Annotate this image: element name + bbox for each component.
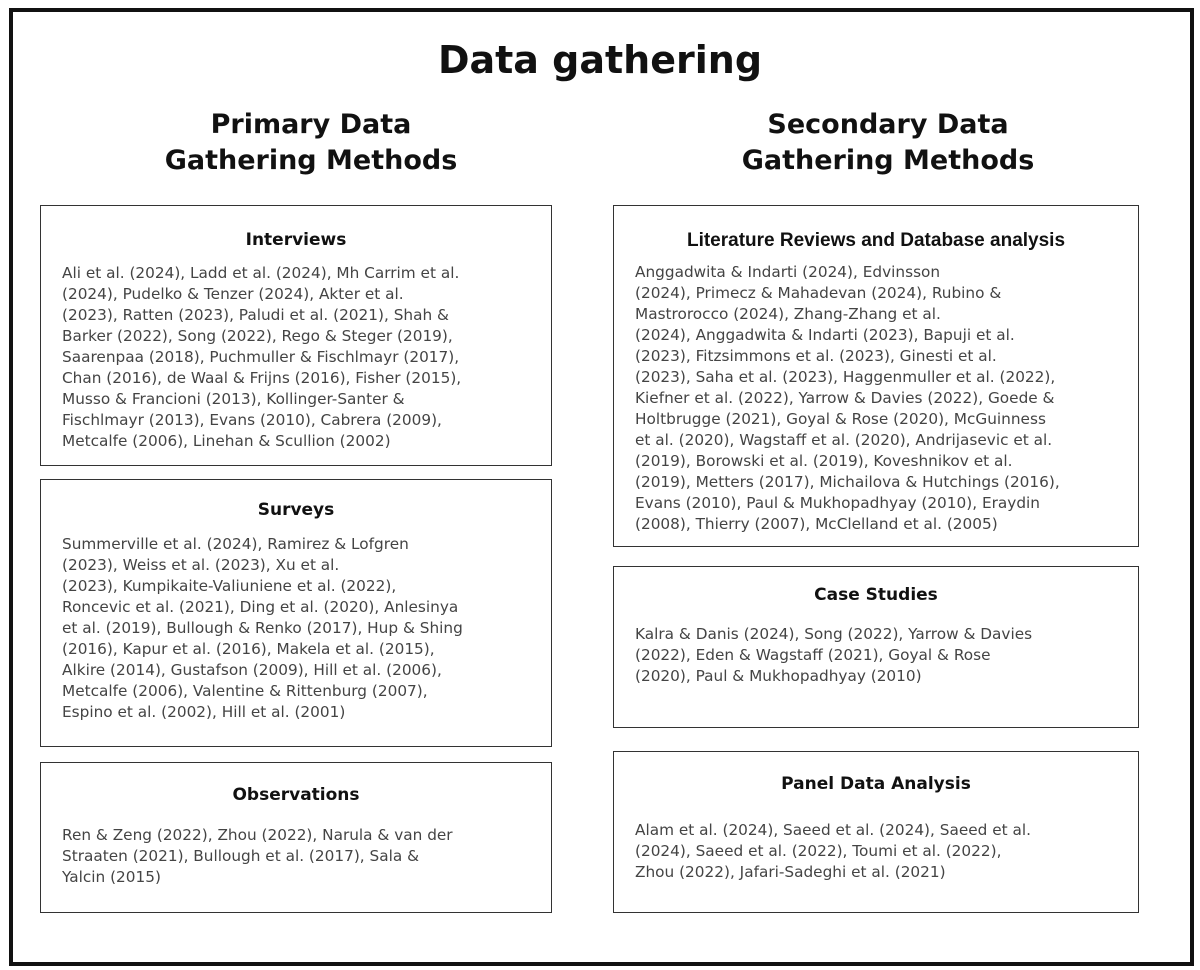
citation-line: Ren & Zeng (2022), Zhou (2022), Narula & van der <box>62 826 453 844</box>
method-box-literature-reviews-and-database-analysis <box>613 205 1139 547</box>
method-box-interviews <box>40 205 552 466</box>
citation-line: Saarenpaa (2018), Puchmuller & Fischlmayr (2017), <box>62 348 460 366</box>
method-box-title: Observations <box>232 785 360 805</box>
citation-line: (2023), Weiss et al. (2023), Xu et al. <box>62 556 340 574</box>
diagram-title: Data gathering <box>437 38 763 82</box>
citation-line: Metcalfe (2006), Valentine & Rittenburg (2007), <box>62 682 428 700</box>
method-box-observations <box>40 762 552 913</box>
citation-line: (2023), Kumpikaite-Valiuniene et al. (2022), <box>62 577 397 595</box>
citation-line: et al. (2020), Wagstaff et al. (2020), Andrijasevic et al. <box>635 431 1053 449</box>
citation-line: Holtbrugge (2021), Goyal & Rose (2020), McGuinness <box>635 410 1046 428</box>
citation-line: Zhou (2022), Jafari-Sadeghi et al. (2021) <box>635 863 946 881</box>
citation-line: Alam et al. (2024), Saeed et al. (2024), Saeed et al. <box>635 821 1031 839</box>
citation-line: (2016), Kapur et al. (2016), Makela et al. (2015), <box>62 640 435 658</box>
citation-line: (2023), Saha et al. (2023), Haggenmuller et al. (2022), <box>635 368 1056 386</box>
citation-line: (2019), Metters (2017), Michailova & Hutchings (2016), <box>635 473 1060 491</box>
heading-line: Secondary Data <box>767 109 1009 140</box>
citation-line: Espino et al. (2002), Hill et al. (2001) <box>62 703 346 721</box>
secondary-methods-heading <box>638 107 1138 179</box>
citation-line: (2008), Thierry (2007), McClelland et al. (2005) <box>635 515 998 533</box>
citation-list <box>62 534 463 723</box>
heading-line: Primary Data <box>210 109 412 140</box>
citation-list <box>635 624 1032 687</box>
method-box-case-studies <box>613 566 1139 728</box>
citation-line: et al. (2019), Bullough & Renko (2017), Hup & Shing <box>62 619 463 637</box>
citation-list <box>635 820 1031 883</box>
citation-line: (2023), Ratten (2023), Paludi et al. (2021), Shah & <box>62 306 449 324</box>
citation-line: (2022), Eden & Wagstaff (2021), Goyal & Rose <box>635 646 991 664</box>
method-box-title: Surveys <box>257 500 335 520</box>
method-box-panel-data-analysis <box>613 751 1139 913</box>
primary-methods-heading <box>61 107 561 179</box>
citation-line: (2020), Paul & Mukhopadhyay (2010) <box>635 667 922 685</box>
citation-line: (2024), Primecz & Mahadevan (2024), Rubino & <box>635 284 1002 302</box>
citation-line: Anggadwita & Indarti (2024), Edvinsson <box>635 263 941 281</box>
citation-line: (2023), Fitzsimmons et al. (2023), Ginesti et al. <box>635 347 997 365</box>
citation-line: Yalcin (2015) <box>62 868 161 886</box>
citation-line: Musso & Francioni (2013), Kollinger-Santer & <box>62 390 405 408</box>
heading-line: Gathering Methods <box>741 145 1035 176</box>
citation-list <box>635 262 1060 535</box>
citation-line: (2024), Pudelko & Tenzer (2024), Akter et al. <box>62 285 404 303</box>
citation-line: (2024), Saeed et al. (2022), Toumi et al. (2022), <box>635 842 1002 860</box>
citation-line: Straaten (2021), Bullough et al. (2017), Sala & <box>62 847 420 865</box>
method-box-title: Literature Reviews and Database analysis <box>686 230 1066 251</box>
citation-list <box>62 825 453 888</box>
citation-line: Roncevic et al. (2021), Ding et al. (2020), Anlesinya <box>62 598 459 616</box>
citation-line: Kiefner et al. (2022), Yarrow & Davies (2022), Goede & <box>635 389 1055 407</box>
heading-line: Gathering Methods <box>164 145 458 176</box>
method-box-title: Interviews <box>245 230 347 250</box>
citation-line: Fischlmayr (2013), Evans (2010), Cabrera (2009), <box>62 411 442 429</box>
citation-line: Alkire (2014), Gustafson (2009), Hill et al. (2006), <box>62 661 442 679</box>
citation-line: Kalra & Danis (2024), Song (2022), Yarrow & Davies <box>635 625 1033 643</box>
method-box-title: Case Studies <box>814 585 938 605</box>
citation-list <box>62 263 461 452</box>
citation-line: Metcalfe (2006), Linehan & Scullion (2002) <box>62 432 391 450</box>
citation-line: Ali et al. (2024), Ladd et al. (2024), Mh Carrim et al. <box>62 264 460 282</box>
citation-line: (2024), Anggadwita & Indarti (2023), Bapuji et al. <box>635 326 1015 344</box>
citation-line: Mastrorocco (2024), Zhang-Zhang et al. <box>635 305 941 323</box>
citation-line: Chan (2016), de Waal & Frijns (2016), Fisher (2015), <box>62 369 462 387</box>
method-box-surveys <box>40 479 552 747</box>
citation-line: Evans (2010), Paul & Mukhopadhyay (2010), Eraydin <box>635 494 1040 512</box>
method-box-title: Panel Data Analysis <box>781 774 971 794</box>
citation-line: Barker (2022), Song (2022), Rego & Steger (2019), <box>62 327 453 345</box>
citation-line: (2019), Borowski et al. (2019), Koveshnikov et al. <box>635 452 1013 470</box>
citation-line: Summerville et al. (2024), Ramirez & Lofgren <box>62 535 409 553</box>
